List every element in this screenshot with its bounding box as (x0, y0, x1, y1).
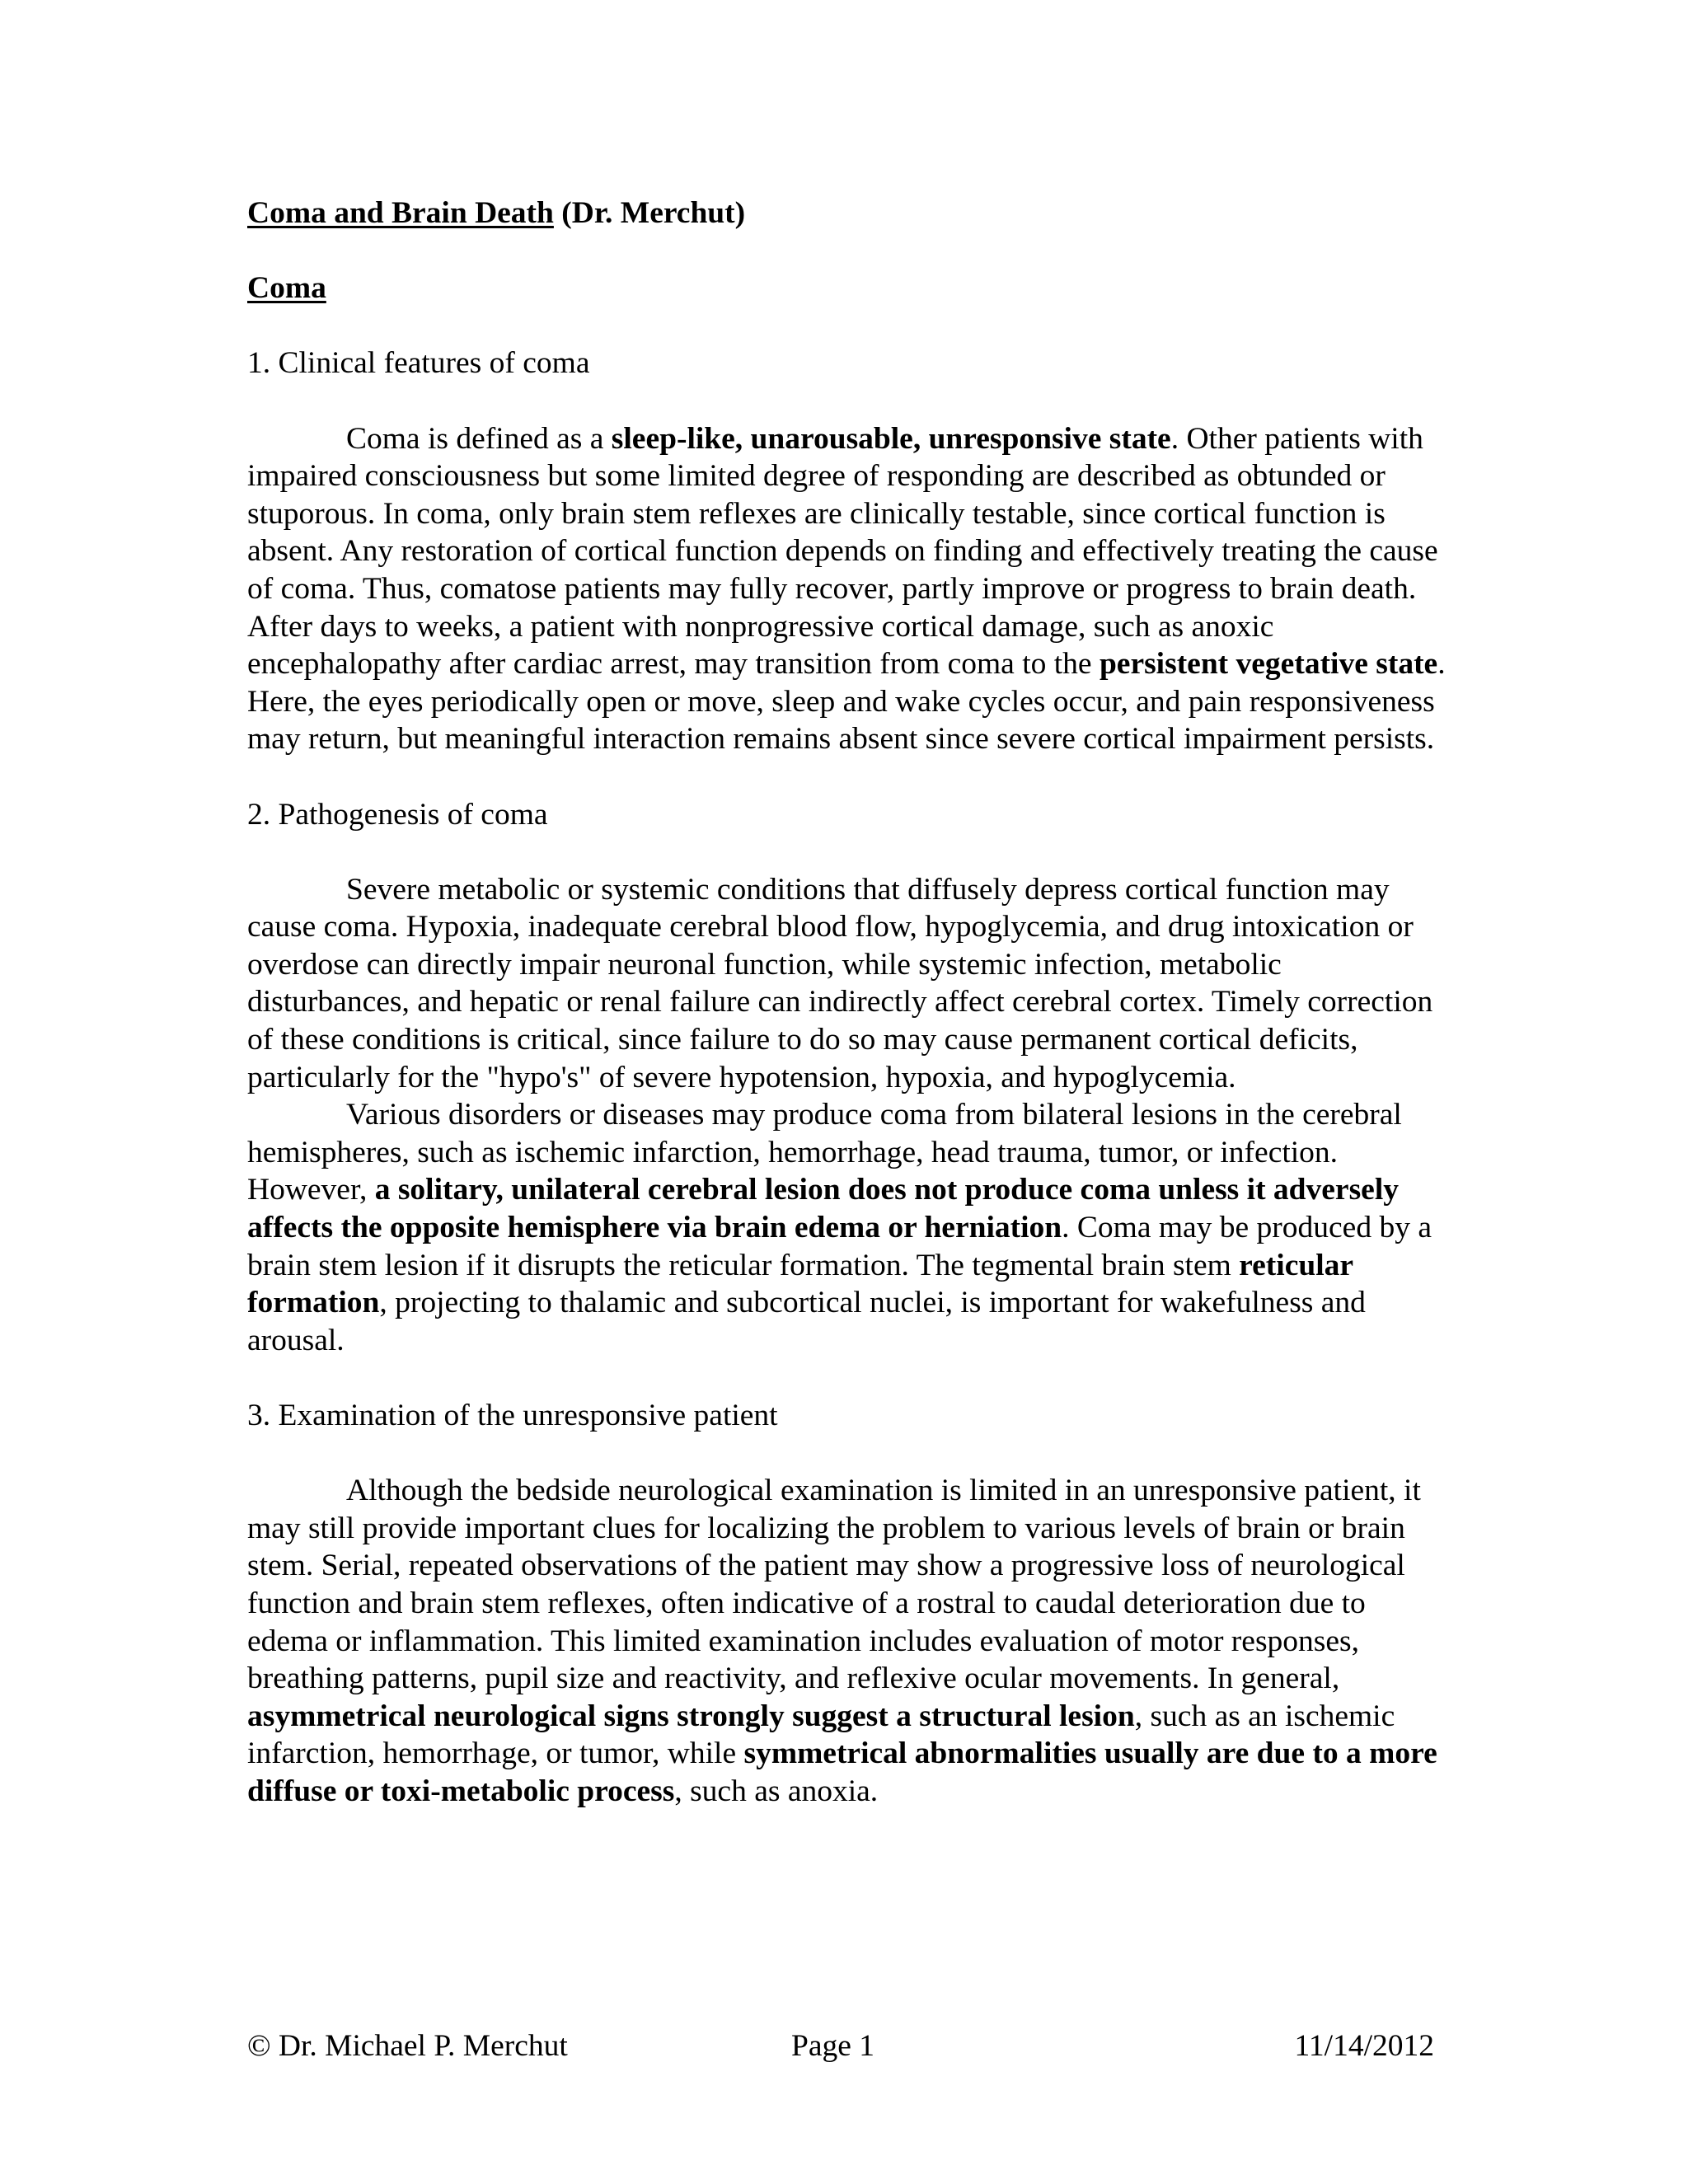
document-title-main: Coma and Brain Death (247, 196, 554, 230)
text-run: Various disorders or diseases may produce coma from bilateral lesions in the cerebral hemispheres, such as ischemic infarction, hemorrhage, head trauma, tumor, or infection. However, (247, 1098, 1402, 1207)
bold-run: persistent vegetative state (1099, 647, 1438, 682)
footer-page-number: Page 1 (791, 2029, 875, 2063)
item-heading-3: 3. Examination of the unresponsive patient (247, 1399, 778, 1432)
bold-run: reticular formation (247, 1248, 1353, 1320)
text-run: Severe metabolic or systemic conditions that diffusely depress cortical function may cause coma. Hypoxia, inadequate cerebral blood flow, hypoglycemia, and drug intoxication or overdose can directly impair neuronal function, while systemic infection, metabolic disturbances, and hepatic or renal failure can indirectly affect cerebral cortex. Timely correction of these conditions is critical, since failure to do so may cause permanent cortical deficits, particularly for the "hypo's" of severe hypotension, hypoxia, and hypoglycemia. (247, 872, 1433, 1094)
text-run: . Other patients with impaired consciousness but some limited degree of responding are described as obtunded or stuporous. In coma, only brain stem reflexes are clinically testable, since cortical function is absent. Any restoration of cortical function depends on finding and effectively treating the cause of coma. Thus, comatose patients may fully recover, partly improve or progress to brain death. After days to weeks, a patient with nonprogressive cortical damage, such as anoxic encephalopathy after cardiac arrest, may transition from coma to the (247, 421, 1438, 682)
paragraph-examination (247, 1472, 1451, 1810)
page-footer (247, 2027, 1434, 2065)
paragraph-pathogenesis-1 (247, 871, 1451, 1097)
bold-run: asymmetrical neurological signs strongly suggest a structural lesion (247, 1699, 1135, 1733)
document-title (247, 194, 1451, 232)
paragraph-clinical-features (247, 420, 1451, 758)
section-title: Coma (247, 271, 326, 306)
document-page (247, 194, 1451, 1811)
bold-run: symmetrical abnormalities usually are due to a more diffuse or toxi-metabolic process (247, 1736, 1437, 1808)
text-run: , such as an ischemic infarction, hemorrhage, or tumor, while (247, 1699, 1395, 1771)
item-heading-2: 2. Pathogenesis of coma (247, 797, 548, 832)
text-run: Although the bedside neurological examination is limited in an unresponsive patient, it may still provide important clues for localizing the problem to various levels of brain or brain stem. Serial, repeated observations of the patient may show a progressive loss of neurological function and brain stem reflexes, often indicative of a rostral to caudal deterioration due to edema or inflammation. This limited examination includes evaluation of motor responses, breathing patterns, pupil size and reactivity, and reflexive ocular movements. In general, (247, 1474, 1421, 1696)
text-run: , such as anoxia. (674, 1774, 879, 1808)
text-run: Coma is defined as a (346, 421, 612, 456)
document-title-author: (Dr. Merchut) (553, 196, 746, 230)
paragraph-pathogenesis-2 (247, 1096, 1451, 1359)
bold-run: a solitary, unilateral cerebral lesion does not produce coma unless it adversely affects the opposite hemisphere via brain edema or herniation (247, 1173, 1399, 1245)
text-run: . Coma may be produced by a brain stem lesion if it disrupts the reticular formation. The tegmental brain stem (247, 1211, 1432, 1282)
footer-date: 11/14/2012 (1294, 2029, 1434, 2063)
bold-run: sleep-like, unarousable, unresponsive state (611, 421, 1171, 456)
item-heading-1: 1. Clinical features of coma (247, 346, 590, 381)
text-run: . Here, the eyes periodically open or move, sleep and wake cycles occur, and pain responsiveness may return, but meaningful interaction remains absent since severe cortical impairment persists. (247, 647, 1446, 757)
text-run: , projecting to thalamic and subcortical nuclei, is important for wakefulness and arousal. (247, 1286, 1366, 1357)
footer-copyright: © Dr. Michael P. Merchut (247, 2029, 568, 2063)
